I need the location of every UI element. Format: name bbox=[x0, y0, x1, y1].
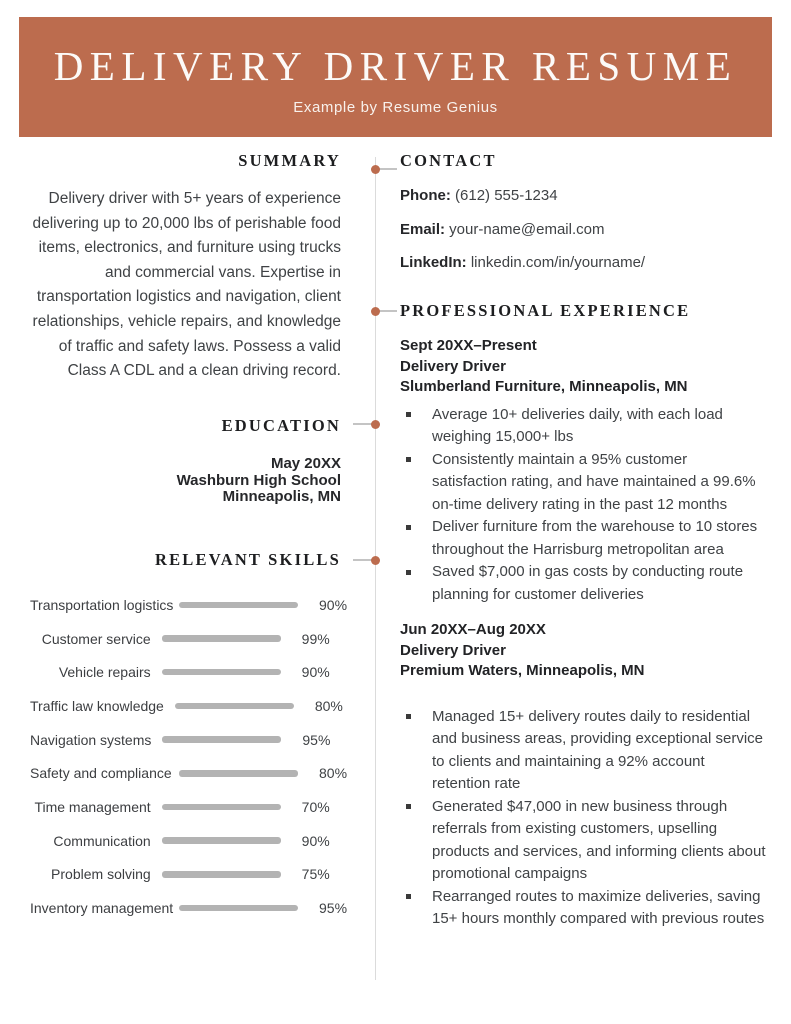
timeline-dot-education bbox=[371, 420, 380, 429]
bullet-item bbox=[400, 449, 766, 517]
bullet-square-icon bbox=[406, 714, 411, 719]
bullet-text: Managed 15+ delivery routes daily to residential and business areas, providing exceptional service to clients and maintaining a 92% account retention rate bbox=[432, 707, 764, 792]
skill-percent: 95% bbox=[302, 731, 331, 748]
skill-row bbox=[30, 824, 341, 858]
job-2-company: Premium Waters, Minneapolis, MN bbox=[400, 662, 645, 679]
skill-bar-track bbox=[179, 770, 298, 777]
education-location: Minneapolis, MN bbox=[222, 488, 341, 506]
contact-linkedin-label: LinkedIn: bbox=[400, 254, 467, 271]
bullet-item bbox=[400, 886, 766, 931]
contact-email-value: your-name@email.com bbox=[445, 220, 605, 238]
skill-percent: 90% bbox=[301, 664, 330, 681]
bullet-square-icon bbox=[406, 894, 411, 899]
summary-section bbox=[30, 150, 341, 384]
skill-label: Problem solving bbox=[51, 866, 151, 883]
page-title: DELIVERY DRIVER RESUME bbox=[53, 43, 738, 89]
job-2-bullets bbox=[400, 706, 766, 931]
education-date: May 20XX bbox=[270, 455, 341, 472]
skill-label: Communication bbox=[53, 832, 151, 849]
skill-percent: 90% bbox=[301, 832, 330, 849]
job-1-dates: Sept 20XX–Present bbox=[400, 337, 537, 354]
skill-row bbox=[30, 790, 341, 824]
job-2-meta bbox=[400, 620, 766, 682]
skill-label: Vehicle repairs bbox=[58, 664, 151, 681]
education-entry bbox=[30, 456, 341, 506]
job-1-meta bbox=[400, 336, 766, 398]
education-school: Washburn High School bbox=[176, 471, 341, 489]
bullet-item bbox=[400, 516, 766, 561]
job-1-bullets bbox=[400, 404, 766, 607]
skill-percent: 95% bbox=[319, 900, 348, 917]
skill-label: Time management bbox=[34, 798, 151, 815]
skill-percent: 70% bbox=[301, 798, 330, 815]
skill-label: Traffic law knowledge bbox=[30, 697, 164, 714]
education-heading: EDUCATION bbox=[221, 416, 341, 435]
bullet-text: Generated $47,000 in new business through referrals from existing customers, upselling products and services, and informing clients about promotional campaigns bbox=[432, 797, 766, 882]
skills-section bbox=[30, 549, 348, 925]
skill-bar-track bbox=[162, 669, 281, 676]
skill-bar-track bbox=[179, 602, 298, 609]
bullet-text: Consistently maintain a 95% customer satisfaction rating, and have maintained a 99.6% on-time delivery rating in the past 12 months bbox=[432, 450, 756, 513]
timeline-connector-experience bbox=[377, 310, 397, 312]
skill-bar-track bbox=[162, 736, 281, 743]
timeline-dot-skills bbox=[371, 556, 380, 565]
skill-label: Inventory management bbox=[30, 900, 174, 917]
job-2-title: Delivery Driver bbox=[400, 641, 506, 659]
timeline-connector-contact bbox=[377, 168, 397, 170]
skill-label: Navigation systems bbox=[30, 731, 152, 748]
skill-row bbox=[30, 723, 341, 757]
bullet-text: Deliver furniture from the warehouse to 10 stores throughout the Harrisburg metropolitan area bbox=[432, 518, 758, 558]
bullet-item bbox=[400, 796, 766, 886]
contact-linkedin-value: linkedin.com/in/yourname/ bbox=[466, 254, 646, 271]
bullet-square-icon bbox=[406, 457, 411, 462]
page-subtitle: Example by Resume Genius bbox=[293, 99, 498, 117]
skill-bar-track bbox=[162, 635, 281, 642]
contact-phone-value: (612) 555-1234 bbox=[450, 187, 558, 204]
skill-row bbox=[30, 622, 341, 656]
contact-linkedin bbox=[400, 253, 766, 273]
experience-heading: PROFESSIONAL EXPERIENCE bbox=[400, 301, 691, 320]
bullet-square-icon bbox=[406, 804, 411, 809]
skill-bar-track bbox=[162, 804, 281, 811]
bullet-square-icon bbox=[406, 525, 411, 530]
skill-bar-track bbox=[179, 905, 298, 912]
skill-row bbox=[30, 655, 341, 689]
skill-row bbox=[30, 891, 348, 925]
bullet-square-icon bbox=[406, 412, 411, 417]
skill-row bbox=[30, 588, 348, 622]
skills-heading: RELEVANT SKILLS bbox=[154, 550, 341, 569]
contact-email bbox=[400, 220, 766, 240]
contact-phone bbox=[400, 186, 766, 206]
contact-phone-label: Phone: bbox=[400, 187, 451, 204]
skill-row bbox=[30, 858, 341, 892]
bullet-text: Rearranged routes to maximize deliveries, saving 15+ hours monthly compared with previous routes bbox=[432, 887, 765, 927]
contact-heading: CONTACT bbox=[400, 151, 497, 170]
summary-text: Delivery driver with 5+ years of experience delivering up to 20,000 lbs of perishable food items, electronics, and furniture using trucks and commercial vans. Expertise in transportation logistics and navigation, client relationships, vehicle repairs, and knowledge of traffic and safety laws. Possess a valid Class A CDL and a clean driving record. bbox=[32, 190, 341, 380]
bullet-text: Average 10+ deliveries daily, with each load weighing 15,000+ lbs bbox=[432, 405, 723, 445]
skills-list bbox=[30, 588, 348, 925]
contact-section bbox=[400, 150, 766, 273]
contact-email-label: Email: bbox=[400, 220, 446, 238]
skill-label: Transportation logistics bbox=[30, 596, 174, 613]
job-1-title: Delivery Driver bbox=[400, 357, 506, 375]
timeline-divider bbox=[375, 157, 377, 980]
skill-row bbox=[30, 756, 348, 790]
job-1-company: Slumberland Furniture, Minneapolis, MN bbox=[400, 378, 688, 395]
timeline-dot-experience bbox=[371, 307, 380, 316]
bullet-square-icon bbox=[406, 570, 411, 575]
skill-label: Safety and compliance bbox=[30, 765, 172, 782]
skill-row bbox=[30, 689, 341, 723]
bullet-item bbox=[400, 404, 766, 449]
skill-percent: 80% bbox=[314, 697, 343, 714]
skill-bar-track bbox=[162, 837, 281, 844]
skill-percent: 99% bbox=[301, 630, 330, 647]
skill-percent: 75% bbox=[301, 866, 330, 883]
skill-percent: 90% bbox=[319, 596, 348, 613]
bullet-item bbox=[400, 706, 766, 796]
education-section bbox=[30, 415, 341, 506]
skill-bar-track bbox=[175, 703, 294, 710]
skill-bar-track bbox=[162, 871, 281, 878]
timeline-dot-contact bbox=[371, 165, 380, 174]
skill-label: Customer service bbox=[41, 630, 151, 647]
job-2-dates: Jun 20XX–Aug 20XX bbox=[400, 621, 546, 638]
skill-percent: 80% bbox=[319, 765, 348, 782]
experience-section bbox=[400, 300, 766, 931]
bullet-text: Saved $7,000 in gas costs by conducting route planning for customer deliveries bbox=[432, 563, 744, 603]
summary-heading: SUMMARY bbox=[238, 151, 341, 170]
bullet-item bbox=[400, 561, 766, 606]
header-banner bbox=[19, 17, 772, 137]
